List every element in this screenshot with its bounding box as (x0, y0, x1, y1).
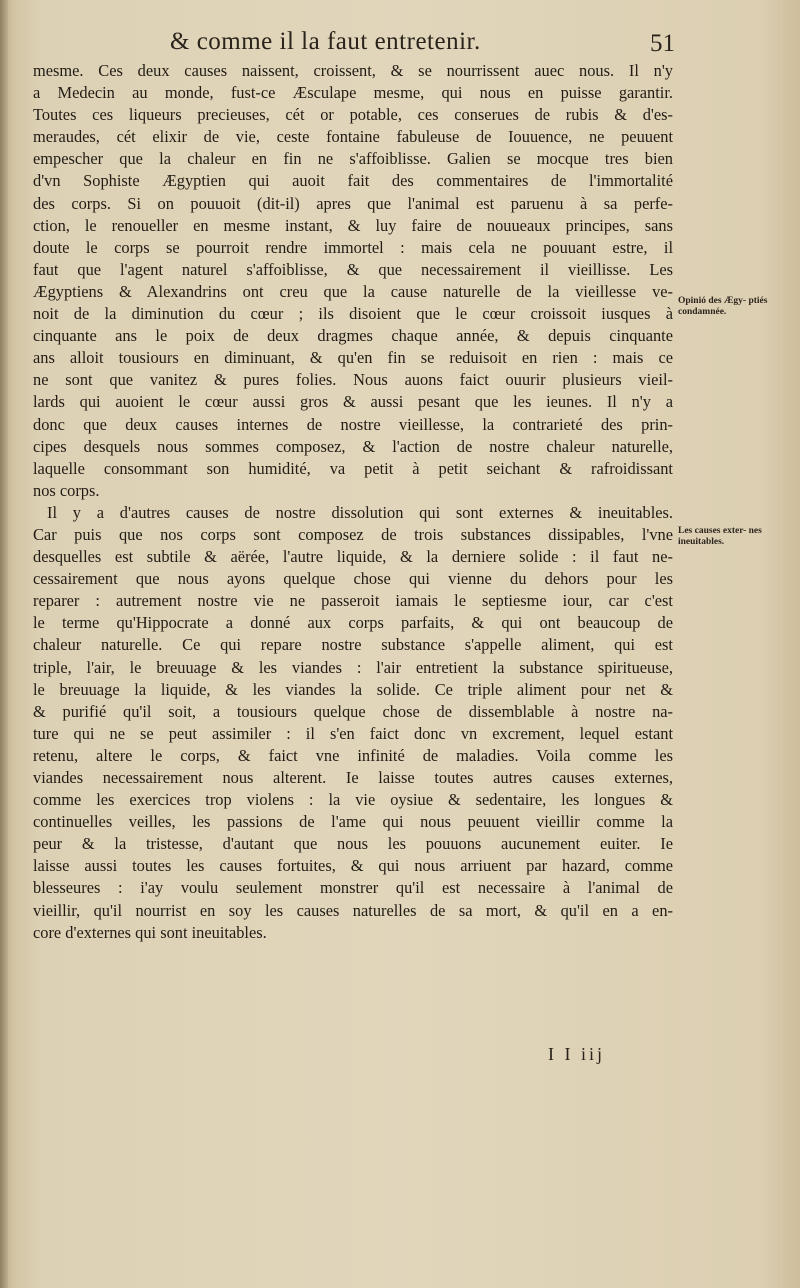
text-line: core d'externes qui sont ineuitables. (33, 922, 267, 942)
text-line: & purifié qu'il soit, a tousiours quelque chose de dissemblable à nostre na- (33, 701, 673, 721)
text-line: ction, le renoueller en mesme instant, & luy faire de nouueaux principes, sans (33, 215, 673, 235)
page-number: 51 (650, 30, 675, 57)
signature-mark: I I iij (548, 1044, 605, 1064)
text-line: meraudes, cét elixir de vie, ceste fontaine fabuleuse de Iouuence, ne peuuent (33, 127, 673, 147)
margin-note-egyptian-opinion: Opinió des Ægy- ptiés condamnée. (678, 296, 768, 317)
text-line: Toutes ces liqueurs precieuses, cét or potable, ces conserues de rubis & d'es- (33, 105, 673, 125)
text-line: Il y a d'autres causes de nostre dissolution qui sont externes & ineuitables. (47, 502, 673, 522)
text-line: retenu, altere le corps, & faict vne infinité de maladies. Voila comme les (33, 745, 673, 765)
text-line: Car puis que nos corps sont composez de trois substances dissipables, l'vne (33, 524, 673, 544)
text-line: peur & la tristesse, d'autant que nous les pouuons aucunement euiter. Ie (33, 834, 673, 854)
margin-note-external-causes: Les causes exter- nes ineuitables. (678, 526, 762, 547)
text-line: ans alloit tousiours en diminuant, & qu'en fin se reduisoit en rien : mais ce (33, 348, 673, 368)
text-line: le terme qu'Hippocrate a donné aux corps parfaits, & qui ont beaucoup de (33, 613, 673, 633)
text-line: triple, l'air, le breuuage & les viandes : l'air entretient la substance spiritueuse, (33, 657, 673, 677)
text-line: chaleur naturelle. Ce qui repare nostre substance s'appelle aliment, qui est (33, 635, 673, 655)
text-line: a Medecin au monde, fust-ce Æsculape mesme, qui nous en puisse garantir. (33, 83, 673, 103)
text-line: mesme. Ces deux causes naissent, croissent, & se nourrissent auec nous. Il n'y (33, 61, 673, 80)
text-line: laisse aussi toutes les causes fortuites, & qui nous arriuent par hazard, comme (33, 856, 673, 876)
text-line: vieillir, qu'il nourrist en soy les causes naturelles de sa mort, & qu'il en a en- (33, 900, 673, 920)
text-line: des corps. Si on pouuoit (dit-il) apres que l'animal est paruenu à sa perfe- (33, 193, 673, 213)
text-line: doute le corps se pourroit rendre immortel : mais cela ne pouuant estre, il (33, 237, 673, 257)
text-line: desquelles est subtile & aërée, l'autre liquide, & la derniere solide : il faut ne- (33, 547, 673, 567)
text-line: comme les exercices trop violens : la vie oysiue & sedentaire, les longues & (33, 790, 673, 810)
text-line: nos corps. (33, 480, 100, 500)
text-line: cessairement que nous ayons quelque chose qui vienne du dehors pour les (33, 569, 673, 589)
text-line: le breuuage la liquide, & les viandes la solide. Ce triple aliment pour net & (33, 679, 673, 699)
text-line: ne sont que vanitez & pures folies. Nous auons faict ouurir plusieurs vieil- (33, 370, 673, 390)
text-line: d'vn Sophiste Ægyptien qui auoit fait des commentaires de l'immortalité (33, 171, 673, 191)
text-line: faut que l'agent naturel s'affoiblisse, & que necessairement il vieillisse. Les (33, 259, 673, 279)
body-text (33, 60, 673, 944)
text-line: laquelle consommant son humidité, va petit à petit seichant & rafroidissant (33, 458, 673, 478)
text-line: cipes desquels nous sommes composez, & l'action de nostre chaleur naturelle, (33, 436, 673, 456)
text-line: lards qui auoient le cœur aussi gros & aussi pesant que les ieunes. Il n'y a (33, 392, 673, 412)
text-line: viandes necessairement nous alterent. Ie laisse toutes autres causes externes, (33, 768, 673, 787)
page-spine (0, 0, 8, 1288)
text-line: cinquante ans le poix de deux dragmes chaque année, & depuis cinquante (33, 326, 673, 346)
text-line: reparer : autrement nostre vie ne passeroit iamais le septiesme iour, car c'est (33, 591, 673, 611)
running-head: & comme il la faut entretenir. (170, 28, 481, 55)
text-line: noit de la diminution du cœur ; ils disoient que le cœur croissoit iusques à (33, 304, 673, 324)
text-line: empescher que la chaleur en fin ne s'affoiblisse. Galien se mocque tres bien (33, 149, 673, 169)
text-line: ture qui ne se peut assimiler : il s'en faict donc vn excrement, lequel estant (33, 723, 673, 743)
text-line: blesseures : i'ay voulu seulement monstrer qu'il est necessaire à l'animal de (33, 878, 673, 898)
text-line: continuelles veilles, les passions de l'ame qui nous peuuent vieillir comme la (33, 812, 673, 832)
text-line: donc que deux causes internes de nostre vieillesse, la contrarieté des prin- (33, 414, 673, 434)
text-line: Ægyptiens & Alexandrins ont creu que la cause naturelle de la vieillesse ve- (33, 281, 673, 301)
